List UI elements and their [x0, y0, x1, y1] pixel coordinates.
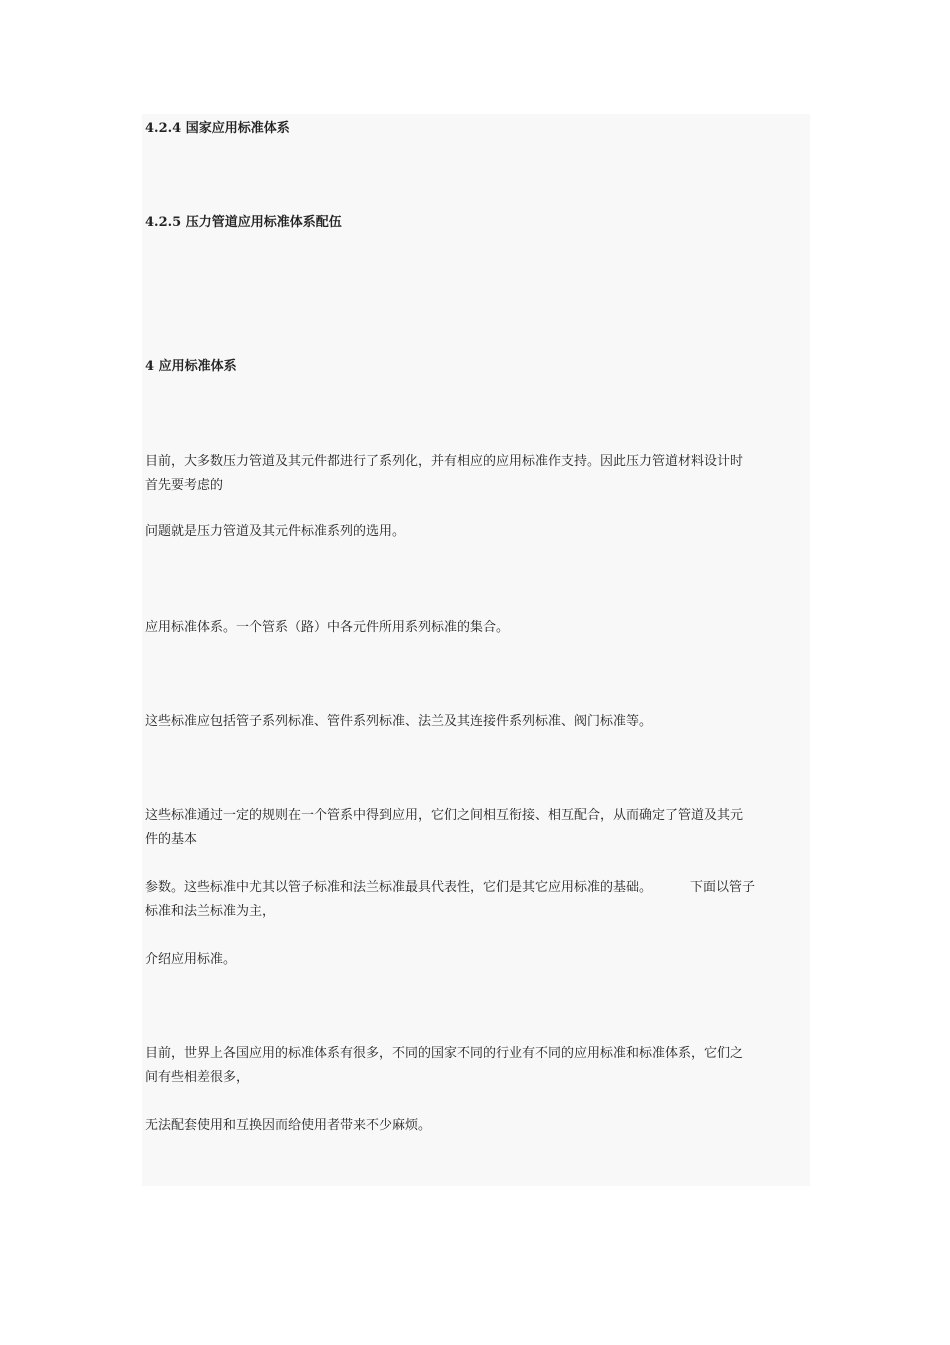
paragraph-8-line-2: 间有些相差很多， — [145, 1070, 250, 1085]
paragraph-6 — [145, 876, 807, 924]
paragraph-6-line-2: 标准和法兰标准为主， — [145, 904, 276, 919]
paragraph-4: 这些标准应包括管子系列标准、管件系列标准、法兰及其连接件系列标准、阀门标准等。 — [145, 714, 653, 729]
heading-4-2-5: 4.2.5 压力管道应用标准体系配伍 — [145, 215, 342, 230]
heading-4-2-4: 4.2.4 国家应用标准体系 — [145, 121, 290, 136]
paragraph-7: 介绍应用标准。 — [145, 952, 237, 967]
paragraph-9: 无法配套使用和互换因而给使用者带来不少麻烦。 — [145, 1118, 432, 1133]
paragraph-3: 应用标准体系。一个管系（路）中各元件所用系列标准的集合。 — [145, 620, 510, 635]
paragraph-1 — [145, 450, 807, 498]
paragraph-6-part-2: 下面以管子 — [690, 880, 756, 895]
paragraph-5-line-2: 件的基本 — [145, 832, 198, 847]
paragraph-6-line-1 — [145, 876, 807, 900]
content-panel — [142, 114, 810, 1186]
paragraph-8 — [145, 1042, 807, 1090]
paragraph-2: 问题就是压力管道及其元件标准系列的选用。 — [145, 524, 406, 539]
paragraph-1-line-1: 目前，大多数压力管道及其元件都进行了系列化，并有相应的应用标准作支持。因此压力管道材料设计时 — [145, 454, 744, 469]
paragraph-6-part-1: 参数。这些标准中尤其以管子标准和法兰标准最具代表性，它们是其它应用标准的基础。 — [145, 880, 653, 895]
paragraph-5-line-1: 这些标准通过一定的规则在一个管系中得到应用，它们之间相互衔接、相互配合，从而确定了管道及其元 — [145, 808, 744, 823]
paragraph-1-line-2: 首先要考虑的 — [145, 478, 224, 493]
paragraph-8-line-1: 目前，世界上各国应用的标准体系有很多，不同的国家不同的行业有不同的应用标准和标准体系，它们之 — [145, 1046, 744, 1061]
heading-4: 4 应用标准体系 — [145, 359, 237, 374]
paragraph-5 — [145, 804, 807, 852]
